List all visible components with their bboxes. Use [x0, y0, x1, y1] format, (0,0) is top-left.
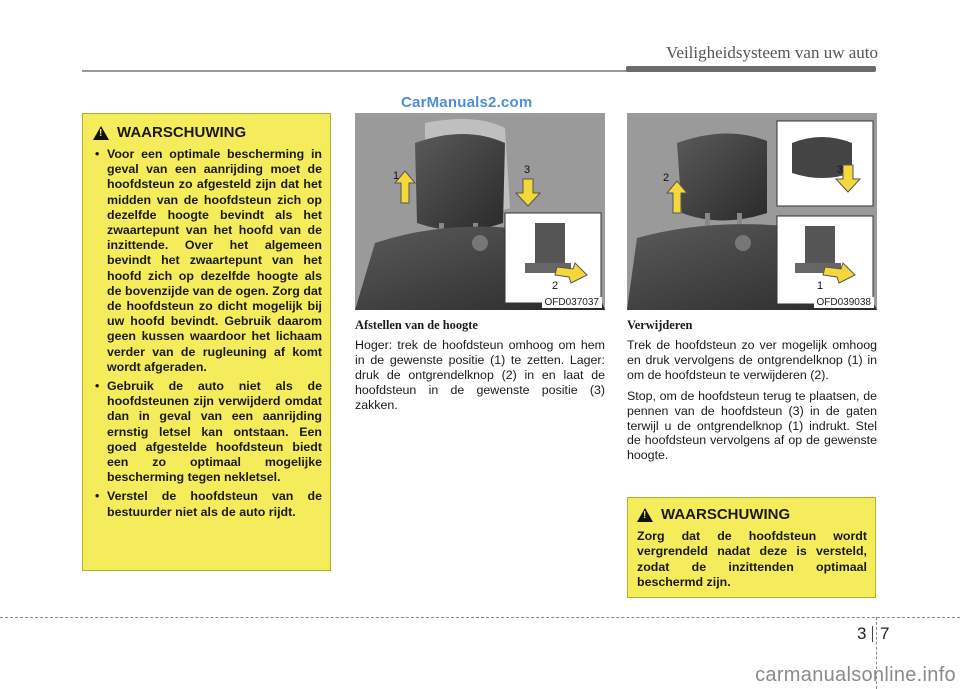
headrest-illustration-2 — [627, 113, 877, 310]
warning-title-text: WAARSCHUWING — [661, 506, 791, 523]
warning-box-right — [627, 497, 876, 598]
section-height-adjust — [355, 318, 605, 413]
figure-headrest-removal — [627, 113, 877, 310]
section-text: Trek de hoofdsteun zo ver mogelijk omhoog en druk vervolgens de ontgrendelknop (1) in om de hoofdsteun te verwijderen (2). — [627, 338, 877, 382]
figure-code: OFD039038 — [814, 297, 874, 308]
header-rule — [82, 70, 638, 72]
marker-2: 2 — [552, 280, 559, 292]
figure-code: OFD037037 — [542, 297, 602, 308]
header-accent-bar — [626, 66, 876, 72]
warning-item: • Gebruik de auto niet als de hoofdsteunen zijn verwijderd omdat dan in geval van een aanrijding ernstig letsel kan ontstaan. Een goed afgestelde hoofdsteun biedt een zo optimaal mogelijke bescherming tegen nekletsel. — [93, 379, 322, 485]
marker-1: 1 — [817, 280, 824, 292]
warning-icon — [93, 126, 109, 140]
headrest-illustration-1 — [355, 113, 605, 310]
page-number-divider — [872, 626, 873, 642]
section-title: Afstellen van de hoogte — [355, 318, 478, 332]
section-remove — [627, 318, 877, 463]
page-number: 7 — [880, 624, 890, 643]
marker-2: 2 — [663, 172, 670, 184]
footer-watermark: carmanualsonline.info — [755, 664, 956, 686]
warning-box-left — [82, 113, 331, 571]
warning-item: • Voor een optimale bescherming in geval van een aanrijding moet de hoofdsteun zo afgesteld zijn dat het midden van de hoofdsteun zich op dezelfde hoogte bevindt als het zwaartepunt van het hoofd van de inzittende. Over het algemeen bevindt het zwaartepunt van het hoofd zich op dezelfde hoogte als de bovenzijde van de ogen. Zorg dat de hoofdsteun zo dicht mogelijk bij uw hoofd bevindt. Gebruik daarom geen kussen waardoor het lichaam verder van de rugleuning af komt wordt afgeraden. — [93, 147, 322, 375]
marker-1: 1 — [393, 170, 400, 182]
warning-list — [93, 147, 322, 520]
marker-3: 3 — [524, 164, 531, 176]
warning-title-right — [637, 506, 867, 523]
warning-title-left — [93, 124, 322, 141]
section-text: Hoger: trek de hoofdsteun omhoog om hem in de gewenste positie (1) te zetten. Lager: druk de ontgrendelknop (2) in en laat de hoofdsteun in de gewenste positie (3) zakken. — [355, 338, 605, 412]
page-header-title: Veiligheidsysteem van uw auto — [666, 43, 878, 62]
footer-rule — [0, 617, 960, 618]
marker-3: 3 — [837, 164, 844, 176]
figure-headrest-height — [355, 113, 605, 310]
warning-text: Zorg dat de hoofdsteun wordt vergrendeld nadat deze is versteld, zodat de inzittenden optimaal beschermd zijn. — [637, 529, 867, 589]
warning-title-text: WAARSCHUWING — [117, 124, 247, 141]
page-chapter: 3 — [857, 624, 867, 643]
section-title: Verwijderen — [627, 318, 693, 332]
warning-item: • Verstel de hoofdsteun van de bestuurder niet als de auto rijdt. — [93, 489, 322, 519]
section-text: Stop, om de hoofdsteun terug te plaatsen, de pennen van de hoofdsteun (3) in de gaten terwijl u de ontgrendelknop (1) indrukt. Stel de hoofdsteun vervolgens af op de gewenste hoogte. — [627, 388, 877, 463]
warning-icon — [637, 508, 653, 522]
watermark-link[interactable]: CarManuals2.com — [401, 94, 533, 111]
